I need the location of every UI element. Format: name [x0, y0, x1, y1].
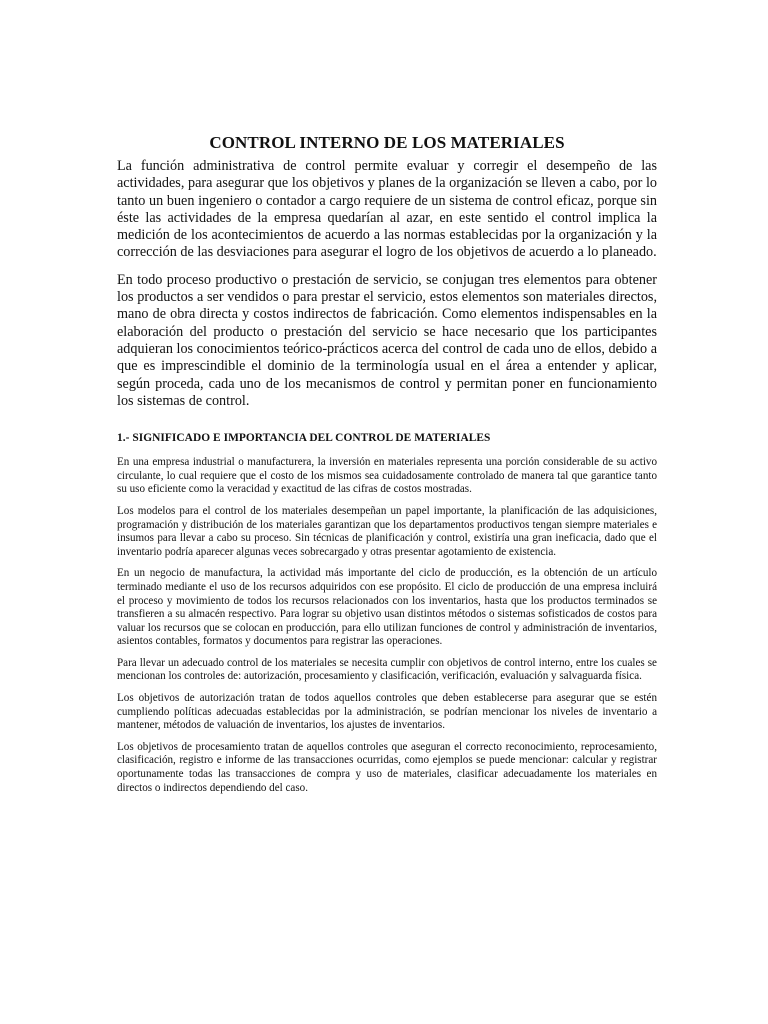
document-page	[117, 133, 657, 803]
section-heading: 1.- SIGNIFICADO E IMPORTANCIA DEL CONTROL DE MATERIALES	[117, 432, 491, 445]
body-paragraph: Para llevar un adecuado control de los materiales se necesita cumplir con objetivos de control interno, entre los cuales se mencionan los controles de: autorización, procesamiento y clasificación, verificación, evaluación y salvaguarda física.	[117, 656, 657, 683]
document-title: CONTROL INTERNO DE LOS MATERIALES	[209, 133, 565, 152]
body-paragraph: Los objetivos de procesamiento tratan de aquellos controles que aseguran el correcto reconocimiento, reprocesamiento, clasificación, registro e informe de las transacciones ocurridas, como ejemplos se puede mencionar: calcular y registrar oportunamente todas las transacciones de compra y uso de materiales, clasificar adecuadamente los materiales en directos o indirectos dependiendo del caso.	[117, 740, 657, 794]
intro-paragraph: La función administrativa de control permite evaluar y corregir el desempeño de las actividades, para asegurar que los objetivos y planes de la organización se lleven a cabo, por lo tanto un buen ingeniero o contador a cargo requiere de un sistema de control eficaz, porque sin éste las actividades de la empresa quedarían al azar, en este sentido el control implica la medición de los acontecimientos de acuerdo a las normas establecidas por la organización y la corrección de las desviaciones para asegurar el logro de los objetivos de acuerdo a lo planeado.	[117, 158, 657, 261]
section-body	[117, 456, 657, 795]
intro-section	[117, 158, 657, 410]
body-paragraph: En una empresa industrial o manufacturera, la inversión en materiales representa una porción considerable de su activo circulante, lo cual requiere que el costo de los mismos sea cuidadosamente controlado de manera tal que garantice tanto su uso eficiente como la veracidad y exactitud de las cifras de costos mostradas.	[117, 456, 657, 496]
body-paragraph: Los objetivos de autorización tratan de todos aquellos controles que deben establecerse para asegurar que se estén cumpliendo políticas adecuadas establecidas por la administración, se podrían mencionar los niveles de inventario a mantener, métodos de valuación de inventarios, los ajustes de inventarios.	[117, 692, 657, 732]
intro-paragraph: En todo proceso productivo o prestación de servicio, se conjugan tres elementos para obtener los productos a ser vendidos o para prestar el servicio, estos elementos son materiales directos, mano de obra directa y costos indirectos de fabricación. Como elementos indispensables en la elaboración del producto o prestación del servicio se hace necesario que los participantes adquieran los conocimientos teórico-prácticos acerca del control de cada uno de ellos, debido a que es imprescindible el dominio de la terminología usual en el área a entender y aplicar, según proceda, cada uno de los mecanismos de control y permitan poner en funcionamiento los sistemas de control.	[117, 271, 657, 409]
body-paragraph: En un negocio de manufactura, la actividad más importante del ciclo de producción, es la obtención de un artículo terminado mediante el uso de los recursos adquiridos con ese propósito. El ciclo de producción de una empresa incluirá el proceso y movimiento de todos los recursos relacionados con los inventarios, hasta que los productos terminados se transfieren a su almacén respectivo. Para lograr su objetivo usan distintos métodos o sistemas sofisticados de costos para valuar los recursos que se colocan en producción, para ello utilizan funciones de control y administración de inventarios, asientos contables, formatos y documentos para registrar las operaciones.	[117, 567, 657, 648]
body-paragraph: Los modelos para el control de los materiales desempeñan un papel importante, la planificación de las adquisiciones, programación y distribución de los materiales garantizan que los departamentos productivos tengan siempre materiales e insumos para llevar a cabo su proceso. Sin técnicas de planificación y control, existiría una gran ineficacia, dado que el inventario podría aparecer algunas veces sobrecargado y otras presentar agotamiento de existencia.	[117, 504, 657, 558]
